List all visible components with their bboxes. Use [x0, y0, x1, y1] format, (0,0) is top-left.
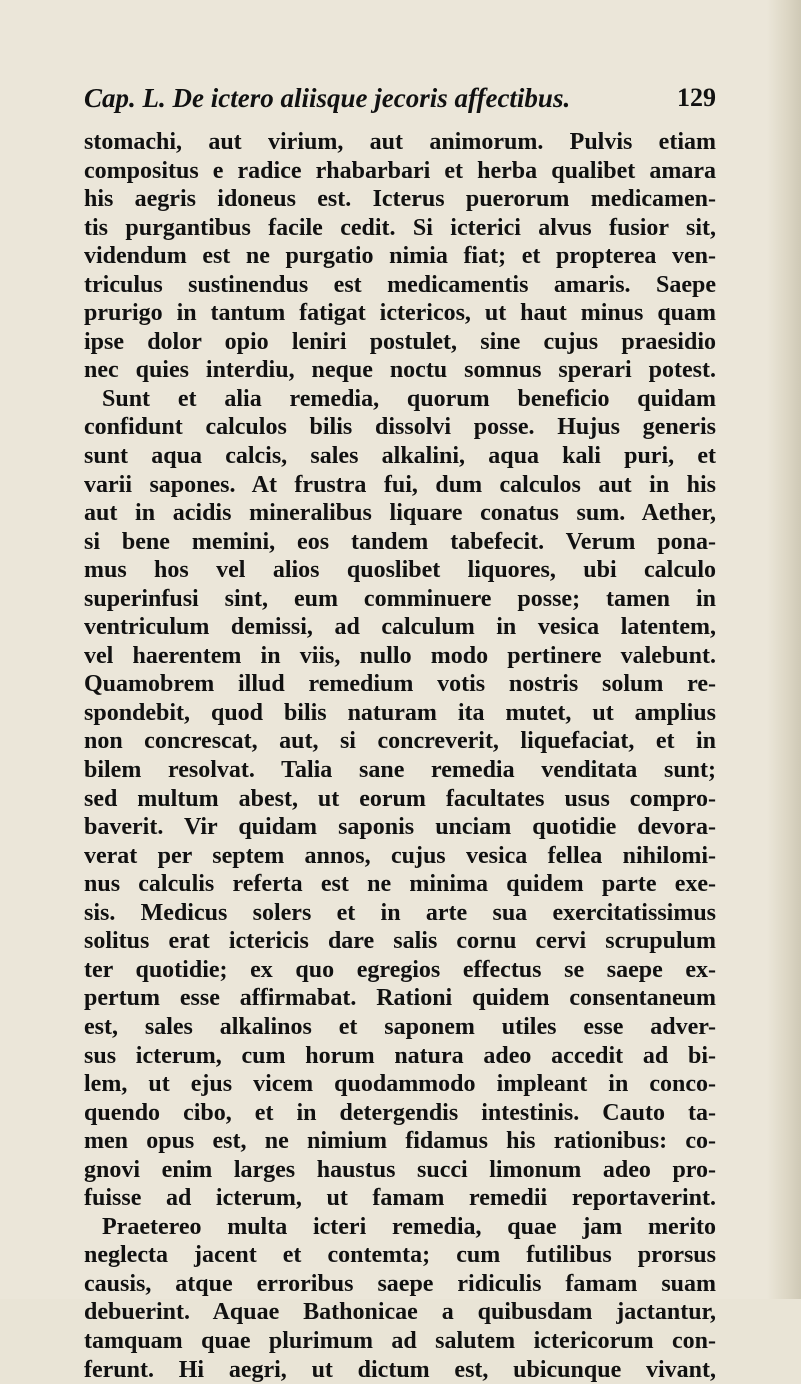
text-line: ferunt. Hi aegri, ut dictum est, ubicunque vivant, [84, 1356, 716, 1383]
text-line: est, sales alkalinos et saponem utiles esse adver- [84, 1013, 716, 1040]
text-line: bilem resolvat. Talia sane remedia venditata sunt; [84, 757, 716, 784]
page-number: 129 [677, 83, 716, 112]
text-line: ter quotidie; ex quo egregios effectus se saepe ex- [84, 956, 716, 983]
text-line: ventriculum demissi, ad calculum in vesica latentem, [84, 614, 716, 641]
text-line: solitus erat ictericis dare salis cornu cervi scrupulum [84, 928, 716, 955]
text-line: lem, ut ejus vicem quodammodo impleant in conco- [84, 1071, 716, 1098]
text-line: sus icterum, cum horum natura adeo accedit ad bi- [84, 1042, 716, 1069]
text-line: quendo cibo, et in detergendis intestinis. Cauto ta- [84, 1099, 716, 1126]
text-line: sunt aqua calcis, sales alkalini, aqua kali puri, et [84, 443, 716, 470]
text-line: causis, atque erroribus saepe ridiculis famam suam [84, 1270, 716, 1297]
text-line: varii sapones. At frustra fui, dum calculos aut in his [84, 471, 716, 498]
text-line: men opus est, ne nimium fidamus his rationibus: co- [84, 1128, 716, 1155]
text-line: Praetereo multa icteri remedia, quae jam merito [102, 1213, 716, 1240]
text-line: superinfusi sint, eum comminuere posse; tamen in [84, 585, 716, 612]
text-line: baverit. Vir quidam saponis unciam quotidie devora- [84, 814, 716, 841]
text-line: stomachi, aut virium, aut animorum. Pulvis etiam [84, 129, 716, 155]
text-line: mus hos vel alios quoslibet liquores, ubi calculo [84, 557, 716, 584]
text-line: si bene memini, eos tandem tabefecit. Verum pona- [84, 528, 716, 555]
text-line: neglecta jacent et contemta; cum futilibus prorsus [84, 1242, 716, 1269]
text-line: tamquam quae plurimum ad salutem ictericorum con- [84, 1327, 716, 1354]
page-header [84, 83, 716, 123]
page-edge [767, 0, 801, 1299]
text-line: non concrescat, aut, si concreverit, liquefaciat, et in [84, 728, 716, 755]
text-line: spondebit, quod bilis naturam ita mutet, ut amplius [84, 699, 716, 726]
text-line: Quamobrem illud remedium votis nostris solum re- [84, 671, 716, 698]
body-text [84, 128, 716, 1384]
text-line: videndum est ne purgatio nimia fiat; et propterea ven- [84, 243, 716, 270]
text-line: sis. Medicus solers et in arte sua exercitatissimus [84, 899, 716, 926]
text-line: sed multum abest, ut eorum facultates usus compro- [84, 785, 716, 812]
text-line: vel haerentem in viis, nullo modo pertinere valebunt. [84, 642, 716, 669]
text-line: confidunt calculos bilis dissolvi posse. Hujus generis [84, 414, 716, 441]
running-head: Cap. L. De ictero aliisque jecoris affectibus. [84, 83, 571, 113]
text-line: prurigo in tantum fatigat ictericos, ut haut minus quam [84, 300, 716, 327]
text-line: nec quies interdiu, neque noctu somnus sperari potest. [84, 357, 716, 384]
text-line: debuerint. Aquae Bathonicae a quibusdam jactantur, [84, 1299, 716, 1326]
text-line: Sunt et alia remedia, quorum beneficio quidam [102, 385, 716, 412]
text-line: nus calculis referta est ne minima quidem parte exe- [84, 871, 716, 898]
text-line: aut in acidis mineralibus liquare conatus sum. Aether, [84, 500, 716, 527]
text-line: gnovi enim larges haustus succi limonum adeo pro- [84, 1156, 716, 1183]
text-line: his aegris idoneus est. Icterus puerorum medicamen- [84, 186, 716, 213]
text-line: tis purgantibus facile cedit. Si icterici alvus fusior sit, [84, 214, 716, 241]
text-line: pertum esse affirmabat. Rationi quidem consentaneum [84, 985, 716, 1012]
text-line: ipse dolor opio leniri postulet, sine cujus praesidio [84, 328, 716, 355]
text-line: fuisse ad icterum, ut famam remedii reportaverint. [84, 1185, 716, 1212]
text-line: triculus sustinendus est medicamentis amaris. Saepe [84, 271, 716, 298]
text-line: verat per septem annos, cujus vesica fellea nihilomi- [84, 842, 716, 869]
text-line: compositus e radice rhabarbari et herba qualibet amara [84, 157, 716, 184]
